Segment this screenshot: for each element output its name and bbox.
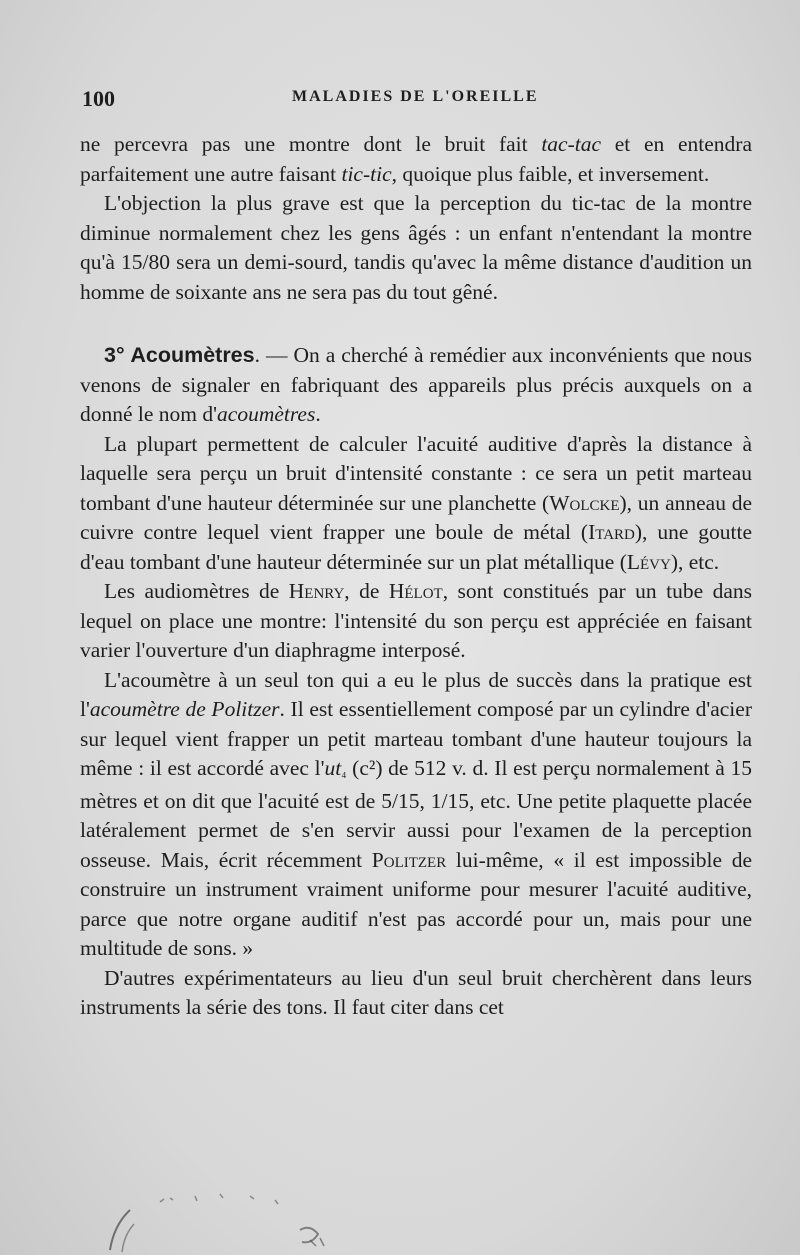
text-run: et en entendra parfaitement une autre faisant	[80, 132, 752, 186]
author-name: Itard	[588, 520, 635, 544]
text-run: (c²) de 512 v. d. Il est perçu normalement à 15 mètres et on dit que l'acuité est de 5/15, 1/15, etc. Une petite plaquette placée latéralement permet de s'en servir aussi pour l'examen de la perception osseuse. Mais, écrit récemment	[80, 756, 752, 872]
subscript: ₄	[341, 763, 347, 779]
author-name: Hélot	[388, 579, 443, 603]
italic-term: acoumètres	[217, 402, 316, 426]
running-title: MALADIES DE L'OREILLE	[292, 88, 539, 105]
text-run: L'objection la plus grave est que la perception du tic-tac de la montre diminue normalement chez les gens âgés : un enfant n'entendant la montre qu'à 15/80 sera un demi-sourd, tandis qu'avec la même distance d'audition un homme de soixante ans ne sera pas du tout gêné.	[80, 191, 752, 304]
text-run: . — On a cherché à remédier aux inconvénients que nous venons de signaler en fabriquant des appareils plus précis auxquels on a donné le nom d'	[80, 343, 752, 426]
text-run: .	[315, 402, 321, 426]
text-run: ne percevra pas une montre dont le bruit fait	[80, 132, 542, 156]
text-run: Les audiomètres de	[104, 579, 289, 603]
author-name: Wolcke	[549, 490, 620, 515]
italic-term: acoumètre de Politzer	[89, 697, 280, 721]
text-run: , sont constitués par un tube dans lequel on place une montre: l'intensité du son perçu est appréciée en faisant varier l'ouverture d'un diaphragme interposé.	[80, 579, 752, 662]
paragraph-p7	[80, 964, 752, 1023]
paragraph-p6	[80, 666, 752, 964]
author-name: Politzer	[371, 847, 447, 872]
section-acoumetres	[80, 341, 752, 430]
text-run: lui-même, « il est impossible de construire un instrument vraiment uniforme pour mesurer l'acuité auditive, parce que notre organe auditif n'est pas accordé pour un, mais pour une multitude de sons. »	[80, 847, 752, 960]
text-run: La plupart permettent de calculer l'acuité auditive d'après la distance à laquelle sera perçu un bruit d'intensité constante : ce sera un petit marteau tombant d'une hauteur déterminée sur une planchette (	[80, 431, 752, 515]
body-text	[80, 130, 752, 1023]
text-run: ), un anneau de cuivre contre lequel vient frapper une boule de métal (	[80, 490, 752, 544]
page-number: 100	[82, 86, 115, 111]
paragraph-p5	[80, 577, 752, 666]
italic-term: tac-tac	[541, 132, 602, 156]
text-run: , de	[344, 579, 389, 603]
text-run: ), une goutte d'eau tombant d'une hauteur déterminée sur un plat métallique (	[80, 520, 752, 574]
page-header	[82, 86, 750, 116]
text-run: L'acoumètre à un seul ton qui a eu le plus de succès dans la pratique est l'	[80, 667, 752, 721]
library-stamp-fragment	[100, 1190, 360, 1255]
italic-term: ut	[324, 756, 342, 780]
text-run: . Il est essentiellement composé par un cylindre d'acier sur lequel vient frapper un petit marteau tombant d'une hauteur toujours la même : il est accordé avec l'	[80, 697, 752, 780]
italic-term: tic-tic	[341, 161, 392, 186]
text-run: D'autres expérimentateurs au lieu d'un seul bruit cherchèrent dans leurs instruments la série des tons. Il faut citer dans cet	[80, 965, 752, 1019]
author-name: Lévy	[626, 549, 671, 574]
author-name: Henry	[288, 579, 345, 603]
section-title: 3° Acoumètres	[104, 343, 255, 367]
text-run: , quoique plus faible, et inversement.	[391, 161, 710, 186]
paragraph-p2	[80, 189, 752, 307]
text-run: ), etc.	[670, 549, 720, 574]
paragraph-p4	[80, 430, 752, 578]
paragraph-p1	[80, 130, 752, 189]
